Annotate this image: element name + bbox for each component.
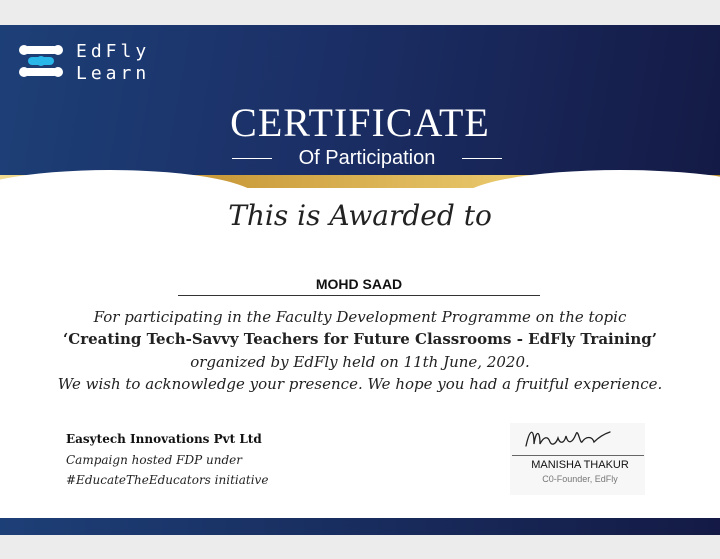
logo-text <box>76 41 150 85</box>
campaign-line-2: #EducateTheEducators initiative <box>66 473 269 487</box>
acknowledge-text: We wish to acknowledge your presence. We hope you had a fruitful experience. <box>57 375 663 393</box>
subtitle-row <box>232 146 502 170</box>
signature-image <box>522 422 612 454</box>
signatory-role: C0-Founder, EdFly <box>542 474 618 484</box>
certificate-title: CERTIFICATE <box>230 100 490 145</box>
campaign-line-1: Campaign hosted FDP under <box>66 453 242 467</box>
topic-text: ‘Creating Tech-Savvy Teachers for Future Classrooms - EdFly Training’ <box>63 330 657 348</box>
logo-line2: Learn <box>76 63 151 84</box>
participation-text: For participating in the Faculty Development Programme on the topic <box>93 308 627 326</box>
signature-line <box>512 455 644 456</box>
certificate-subtitle: Of Participation <box>298 146 436 169</box>
subtitle-line-right <box>462 158 502 159</box>
organized-text: organized by EdFly held on 11th June, 2020. <box>190 353 530 371</box>
edfly-logo <box>18 41 151 89</box>
logo-line1: EdFly <box>76 41 151 62</box>
edfly-logo-icon <box>18 41 64 81</box>
signatory-name: MANISHA THAKUR <box>531 459 629 471</box>
awarded-heading: This is Awarded to <box>228 199 492 232</box>
issuer-org: Easytech Innovations Pvt Ltd <box>66 432 262 446</box>
subtitle-line-left <box>232 158 272 159</box>
certificate <box>0 25 720 535</box>
footer-band <box>0 518 720 535</box>
recipient-name: MOHD SAAD <box>178 276 540 296</box>
